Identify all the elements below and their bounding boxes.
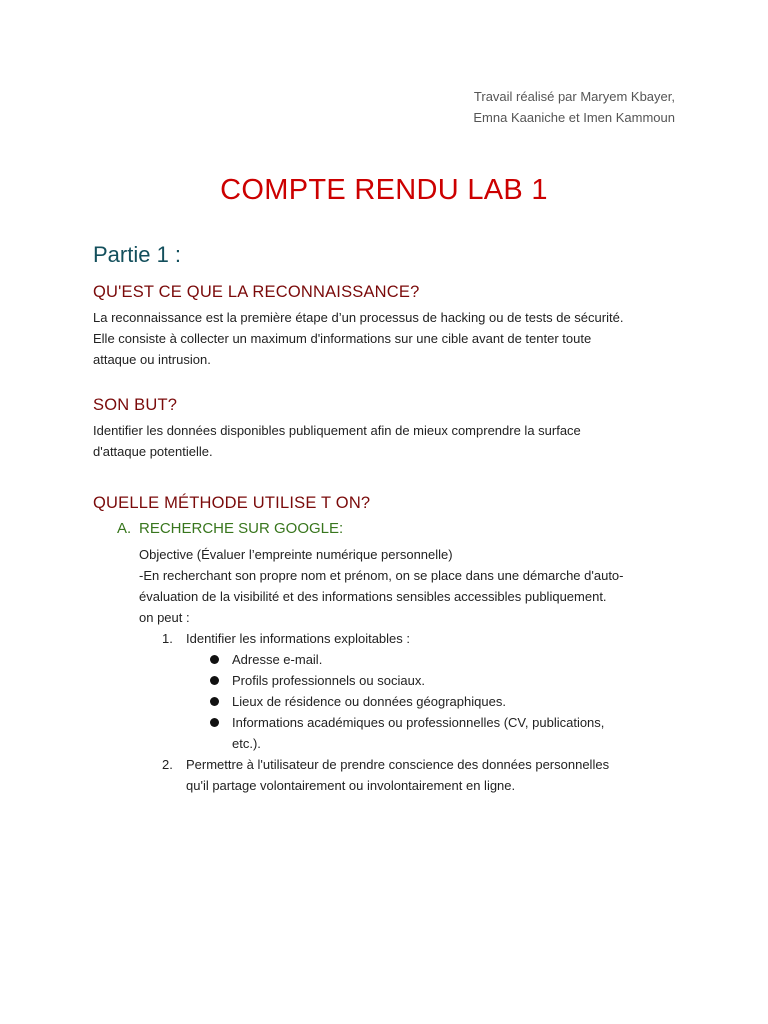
subsection-a-body [139, 544, 679, 628]
paragraph-line: La reconnaissance est la première étape d’un processus de hacking ou de tests de sécurité. [93, 310, 624, 325]
part-heading: Partie 1 : [93, 242, 182, 267]
but-paragraph [93, 420, 683, 462]
paragraph-line: d'attaque potentielle. [93, 444, 213, 459]
paragraph-line: attaque ou intrusion. [93, 352, 211, 367]
bullet-item [210, 712, 604, 733]
paragraph-line: Identifier les données disponibles publiquement afin de mieux comprendre la surface [93, 423, 581, 438]
reconnaissance-paragraph [93, 307, 683, 370]
body-line: -En recherchant son propre nom et prénom, on se place dans une démarche d'auto- [139, 568, 624, 583]
ordered-item-2-line-1: Permettre à l'utilisateur de prendre conscience des données personnelles [186, 757, 610, 772]
bullet-icon [210, 655, 219, 664]
bullet-item [210, 670, 425, 691]
body-line: on peut : [139, 610, 190, 625]
bullet-icon [210, 718, 219, 727]
body-line: Objective (Évaluer l’empreinte numérique personnelle) [139, 547, 453, 562]
item-number: 1. [162, 631, 173, 646]
ordered-item-1 [162, 628, 173, 649]
subsection-a-label: A. [117, 520, 132, 537]
paragraph-line: Elle consiste à collecter un maximum d'informations sur une cible avant de tenter toute [93, 331, 592, 346]
bullet-continuation: etc.). [232, 736, 261, 751]
bullet-item [210, 691, 506, 712]
bullet-text: Profils professionnels ou sociaux. [232, 673, 425, 688]
ordered-item-2-line-2: qu'il partage volontairement ou involontairement en ligne. [186, 778, 516, 793]
item-number: 2. [162, 757, 173, 772]
subsection-a-heading [117, 520, 343, 537]
reconnaissance-heading: QU'EST CE QUE LA RECONNAISSANCE? [93, 283, 420, 301]
bullet-text: Adresse e-mail. [232, 652, 323, 667]
bullet-icon [210, 676, 219, 685]
bullet-icon [210, 697, 219, 706]
bullet-item [210, 649, 322, 670]
ordered-item-1-text: Identifier les informations exploitables : [186, 631, 411, 646]
but-heading: SON BUT? [93, 396, 178, 414]
document-title: COMPTE RENDU LAB 1 [220, 174, 548, 206]
subsection-a-title: RECHERCHE SUR GOOGLE: [139, 520, 344, 537]
bullet-text: Lieux de résidence ou données géographiques. [232, 694, 506, 709]
ordered-item-2 [162, 754, 173, 775]
bullet-text: Informations académiques ou professionnelles (CV, publications, [232, 715, 605, 730]
methode-heading: QUELLE MÉTHODE UTILISE T ON? [93, 494, 371, 512]
author-credit [473, 86, 675, 128]
author-line-2: Emna Kaaniche et Imen Kammoun [473, 110, 675, 125]
body-line: évaluation de la visibilité et des informations sensibles accessibles publiquement. [139, 589, 607, 604]
author-line-1: Travail réalisé par Maryem Kbayer, [473, 89, 675, 104]
